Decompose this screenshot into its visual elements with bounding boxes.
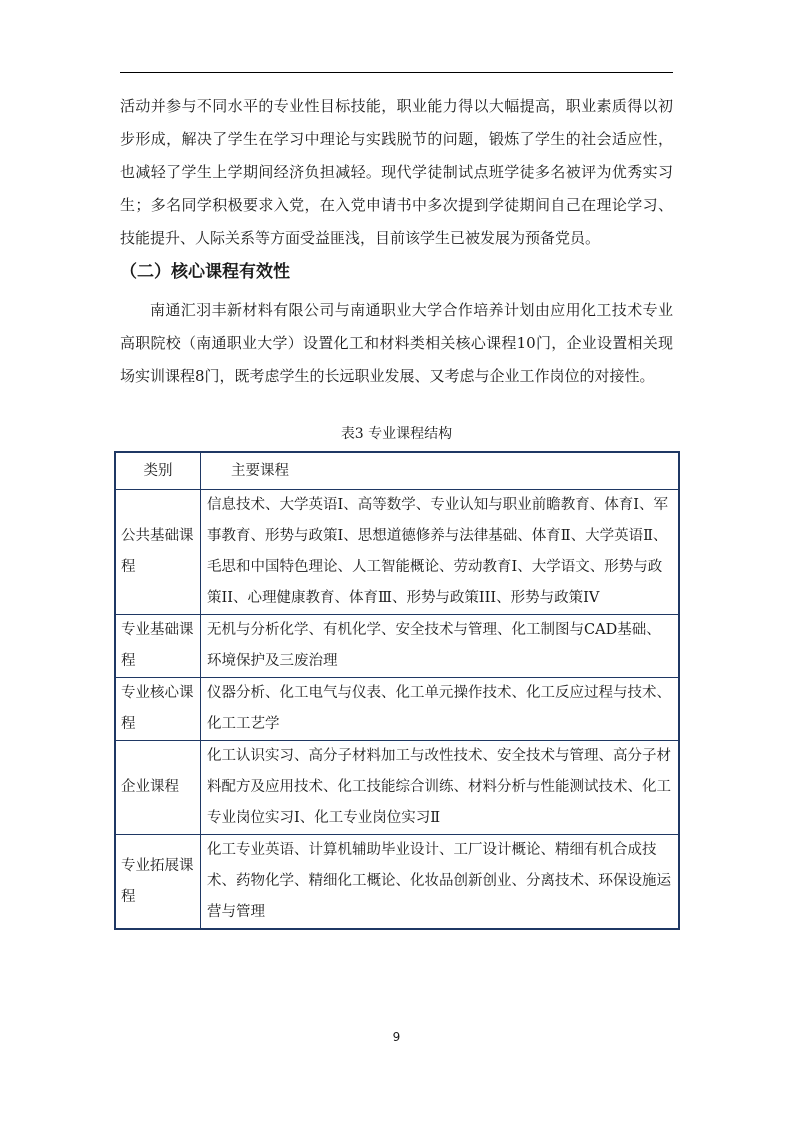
table-row xyxy=(115,490,679,615)
table-row xyxy=(115,835,679,930)
row-courses: 仪器分析、化工电气与仪表、化工单元操作技术、化工反应过程与技术、化工工艺学 xyxy=(201,678,680,741)
table-caption: 表3 专业课程结构 xyxy=(340,426,453,442)
header-rule xyxy=(120,72,673,73)
section-heading: （二）核心课程有效性 xyxy=(120,262,290,282)
page-number: 9 xyxy=(392,1030,401,1044)
table-row xyxy=(115,741,679,835)
column-header-category: 类别 xyxy=(115,452,201,490)
row-category: 企业课程 xyxy=(115,741,201,835)
row-courses: 化工认识实习、高分子材料加工与改性技术、安全技术与管理、高分子材料配方及应用技术、化工技能综合训练、材料分析与性能测试技术、化工专业岗位实习Ⅰ、化工专业岗位实习Ⅱ xyxy=(201,741,680,835)
column-header-courses: 主要课程 xyxy=(201,452,680,490)
row-category: 专业拓展课程 xyxy=(115,835,201,930)
table-row xyxy=(115,678,679,741)
table-row xyxy=(115,615,679,678)
body-paragraph-1: 活动并参与不同水平的专业性目标技能，职业能力得以大幅提高，职业素质得以初步形成，解决了学生在学习中理论与实践脱节的问题，锻炼了学生的社会适应性，也减轻了学生上学期间经济负担减轻。现代学徒制试点班学徒多名被评为优秀实习生；多名同学积极要求入党，在入党申请书中多次提到学徒期间自己在理论学习、技能提升、人际关系等方面受益匪浅，目前该学生已被发展为预备党员。 xyxy=(120,97,673,247)
row-courses: 化工专业英语、计算机辅助毕业设计、工厂设计概论、精细有机合成技术、药物化学、精细化工概论、化妆品创新创业、分离技术、环保设施运营与管理 xyxy=(201,835,680,930)
body-paragraph-2: 南通汇羽丰新材料有限公司与南通职业大学合作培养计划由应用化工技术专业高职院校（南通职业大学）设置化工和材料类相关核心课程10门，企业设置相关现场实训课程8门，既考虑学生的长远职业发展、又考虑与企业工作岗位的对接性。 xyxy=(120,301,673,385)
row-courses: 无机与分析化学、有机化学、安全技术与管理、化工制图与CAD基础、环境保护及三废治理 xyxy=(201,615,680,678)
row-category: 专业核心课程 xyxy=(115,678,201,741)
row-courses: 信息技术、大学英语Ⅰ、高等数学、专业认知与职业前瞻教育、体育Ⅰ、军事教育、形势与政策Ⅰ、思想道德修养与法律基础、体育Ⅱ、大学英语Ⅱ、毛思和中国特色理论、人工智能概论、劳动教育Ⅰ、大学语文、形势与政策II、心理健康教育、体育Ⅲ、形势与政策III、形势与政策IV xyxy=(201,490,680,615)
row-category: 公共基础课程 xyxy=(115,490,201,615)
course-structure-table xyxy=(114,451,680,930)
row-category: 专业基础课程 xyxy=(115,615,201,678)
table-header-row xyxy=(115,452,679,490)
